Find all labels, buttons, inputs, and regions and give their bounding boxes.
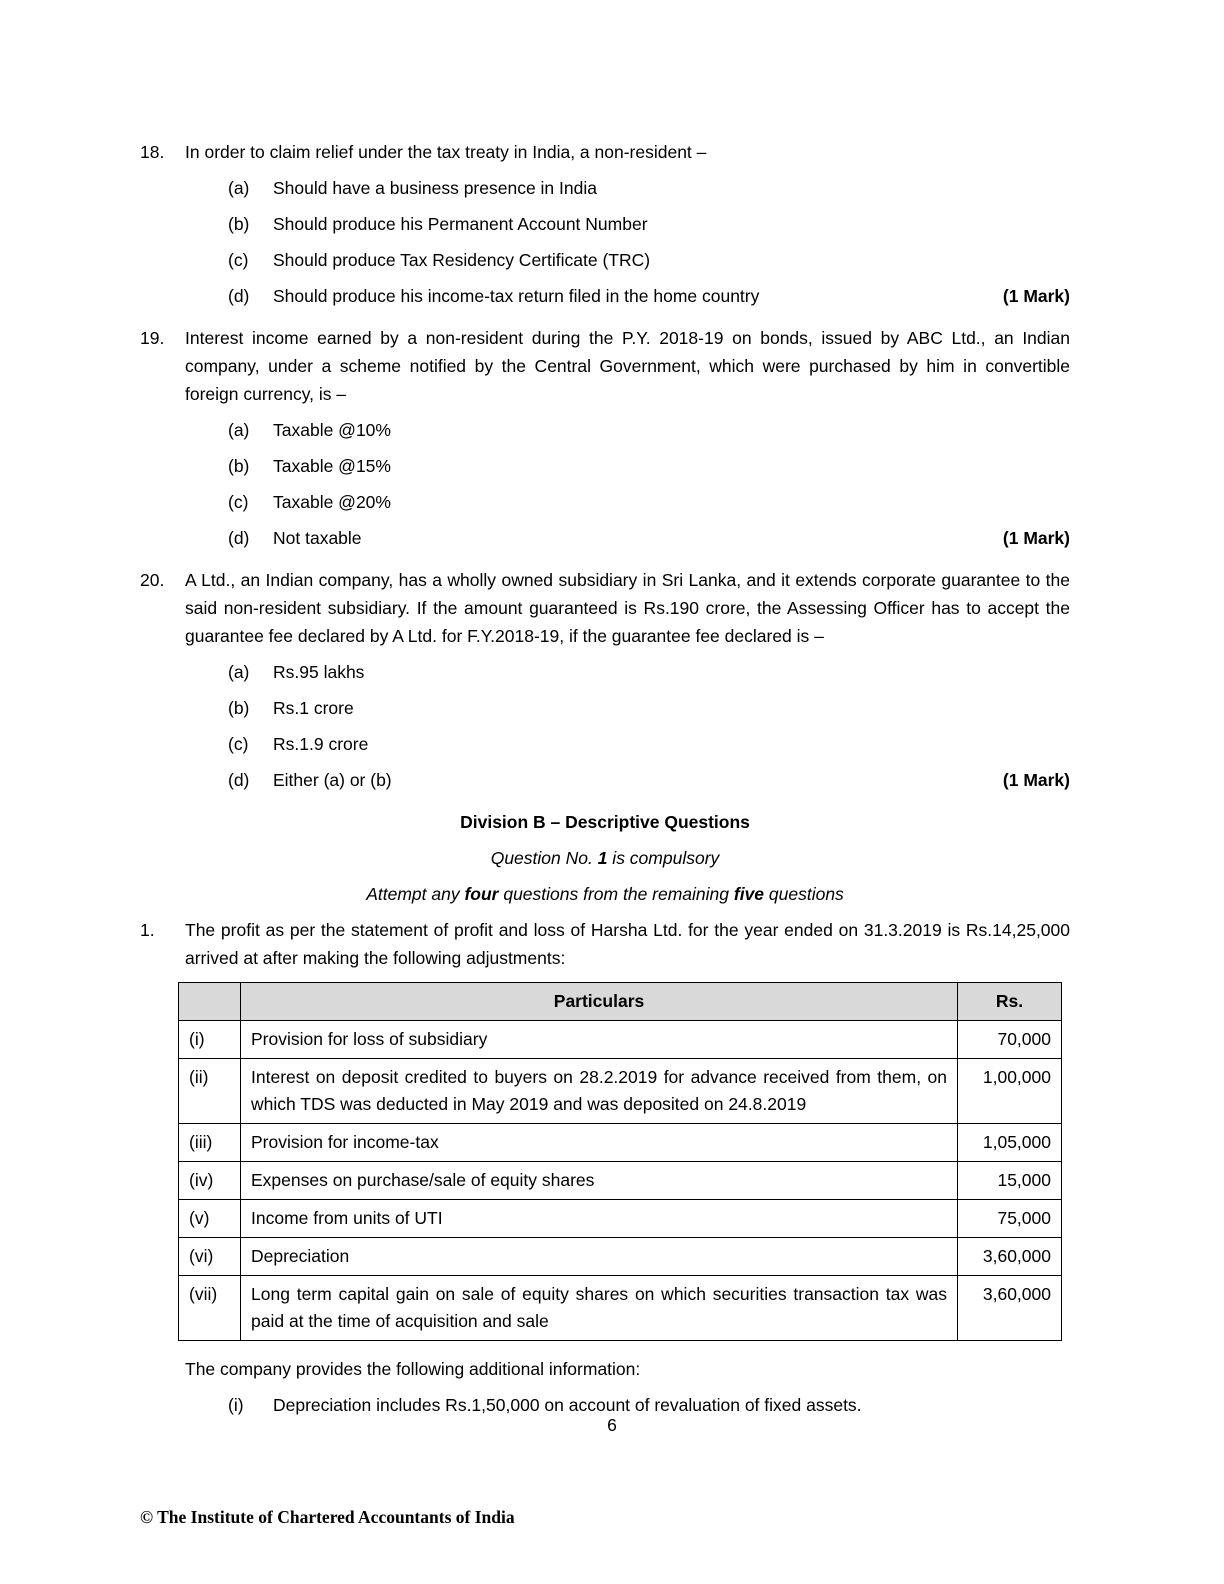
question-body xyxy=(185,916,1070,1427)
option-a xyxy=(228,174,1070,202)
option-text: Either (a) or (b) xyxy=(273,770,392,790)
cell-particulars: Expenses on purchase/sale of equity shares xyxy=(241,1162,958,1200)
option-text: Rs.1 crore xyxy=(273,698,354,718)
question-number: 1. xyxy=(140,920,155,940)
cell-particulars: Provision for loss of subsidiary xyxy=(241,1021,958,1059)
question-number: 20. xyxy=(140,570,165,590)
question-body xyxy=(185,138,1070,318)
option-d xyxy=(228,766,1070,794)
header-particulars: Particulars xyxy=(241,983,958,1021)
cell-sno: (iv) xyxy=(179,1162,241,1200)
question-text: Interest income earned by a non-resident during the P.Y. 2018-19 on bonds, issued by ABC Ltd., an Indian company, under a scheme notified by the Central Government, which were purchased by him in convertible foreign currency, is – xyxy=(185,328,1070,404)
option-b xyxy=(228,452,1070,480)
option-label: (d) xyxy=(228,286,250,306)
header-rs: Rs. xyxy=(958,983,1062,1021)
option-c xyxy=(228,730,1070,758)
item-label: (i) xyxy=(228,1395,244,1415)
option-text: Should produce his income-tax return filed in the home country xyxy=(273,286,760,306)
note-bold: five xyxy=(733,884,765,904)
option-label: (d) xyxy=(228,528,250,548)
question-text: The profit as per the statement of profit and loss of Harsha Ltd. for the year ended on 31.3.2019 is Rs.14,25,000 arrived at after making the following adjustments: xyxy=(185,920,1070,968)
options-list xyxy=(228,174,1070,310)
question-1 xyxy=(140,916,1070,1427)
cell-sno: (vi) xyxy=(179,1238,241,1276)
copyright-footer: © The Institute of Chartered Accountants of India xyxy=(140,1507,515,1527)
attempt-note xyxy=(140,880,1070,908)
option-text: Rs.95 lakhs xyxy=(273,662,365,682)
table-header-row xyxy=(179,983,1062,1021)
cell-sno: (vii) xyxy=(179,1276,241,1341)
division-title: Division B – Descriptive Questions xyxy=(460,812,750,832)
cell-rs: 70,000 xyxy=(958,1021,1062,1059)
cell-sno: (ii) xyxy=(179,1059,241,1124)
option-text: Should produce his Permanent Account Number xyxy=(273,214,648,234)
option-label: (b) xyxy=(228,214,250,234)
options-list xyxy=(228,658,1070,794)
question-20 xyxy=(140,566,1070,802)
option-text: Not taxable xyxy=(273,528,362,548)
question-text: A Ltd., an Indian company, has a wholly owned subsidiary in Sri Lanka, and it extends corporate guarantee to the said non-resident subsidiary. If the amount guaranteed is Rs.190 crore, the Assessing Officer has to accept the guarantee fee declared by A Ltd. for F.Y.2018-19, if the guarantee fee declared is – xyxy=(185,570,1070,646)
cell-rs: 1,00,000 xyxy=(958,1059,1062,1124)
option-text: Taxable @10% xyxy=(273,420,391,440)
option-text: Should have a business presence in India xyxy=(273,178,597,198)
mark-label: (1 Mark) xyxy=(1002,770,1070,790)
options-list xyxy=(228,416,1070,552)
option-label: (b) xyxy=(228,456,250,476)
option-label: (d) xyxy=(228,770,250,790)
option-a xyxy=(228,658,1070,686)
cell-particulars: Long term capital gain on sale of equity shares on which securities transaction tax was paid at the time of acquisition and sale xyxy=(241,1276,958,1341)
table-row xyxy=(179,1162,1062,1200)
option-label: (c) xyxy=(228,492,249,512)
option-text: Should produce Tax Residency Certificate (TRC) xyxy=(273,250,651,270)
cell-sno: (i) xyxy=(179,1021,241,1059)
question-body xyxy=(185,566,1070,802)
compulsory-note xyxy=(140,844,1070,872)
note-text: questions xyxy=(764,884,844,904)
option-label: (a) xyxy=(228,662,250,682)
cell-rs: 75,000 xyxy=(958,1200,1062,1238)
table-row xyxy=(179,1276,1062,1341)
note-bold: 1 xyxy=(597,848,608,868)
question-19 xyxy=(140,324,1070,560)
option-d xyxy=(228,282,1070,310)
option-text: Taxable @20% xyxy=(273,492,391,512)
cell-rs: 1,05,000 xyxy=(958,1124,1062,1162)
question-text: In order to claim relief under the tax treaty in India, a non-resident – xyxy=(185,142,707,162)
cell-rs: 15,000 xyxy=(958,1162,1062,1200)
note-text: questions from the remaining xyxy=(498,884,734,904)
cell-particulars: Income from units of UTI xyxy=(241,1200,958,1238)
table-row xyxy=(179,1238,1062,1276)
mark-label: (1 Mark) xyxy=(1002,286,1070,306)
option-b xyxy=(228,210,1070,238)
header-sno xyxy=(179,983,241,1021)
cell-particulars: Depreciation xyxy=(241,1238,958,1276)
option-c xyxy=(228,488,1070,516)
note-text: is compulsory xyxy=(607,848,720,868)
option-text: Rs.1.9 crore xyxy=(273,734,369,754)
item-text: Depreciation includes Rs.1,50,000 on account of revaluation of fixed assets. xyxy=(273,1395,862,1415)
question-number: 18. xyxy=(140,142,165,162)
question-body xyxy=(185,324,1070,560)
cell-rs: 3,60,000 xyxy=(958,1276,1062,1341)
table-row xyxy=(179,1200,1062,1238)
table-row xyxy=(179,1124,1062,1162)
note-bold: four xyxy=(464,884,499,904)
option-label: (c) xyxy=(228,734,249,754)
table-row xyxy=(179,1021,1062,1059)
additional-info-heading: The company provides the following additional information: xyxy=(185,1359,641,1379)
question-18 xyxy=(140,138,1070,318)
option-c xyxy=(228,246,1070,274)
table-row xyxy=(179,1059,1062,1124)
option-d xyxy=(228,524,1070,552)
option-b xyxy=(228,694,1070,722)
mark-label: (1 Mark) xyxy=(1002,528,1070,548)
note-text: Attempt any xyxy=(366,884,465,904)
option-label: (b) xyxy=(228,698,250,718)
option-label: (a) xyxy=(228,420,250,440)
note-text: Question No. xyxy=(490,848,598,868)
option-label: (c) xyxy=(228,250,249,270)
cell-particulars: Provision for income-tax xyxy=(241,1124,958,1162)
cell-particulars: Interest on deposit credited to buyers on 28.2.2019 for advance received from them, on which TDS was deducted in May 2019 and was deposited on 24.8.2019 xyxy=(241,1059,958,1124)
cell-rs: 3,60,000 xyxy=(958,1238,1062,1276)
adjustments-table xyxy=(178,982,1062,1341)
page-number: 6 xyxy=(607,1415,617,1435)
option-label: (a) xyxy=(228,178,250,198)
option-a xyxy=(228,416,1070,444)
option-text: Taxable @15% xyxy=(273,456,391,476)
question-number: 19. xyxy=(140,328,165,348)
cell-sno: (v) xyxy=(179,1200,241,1238)
cell-sno: (iii) xyxy=(179,1124,241,1162)
